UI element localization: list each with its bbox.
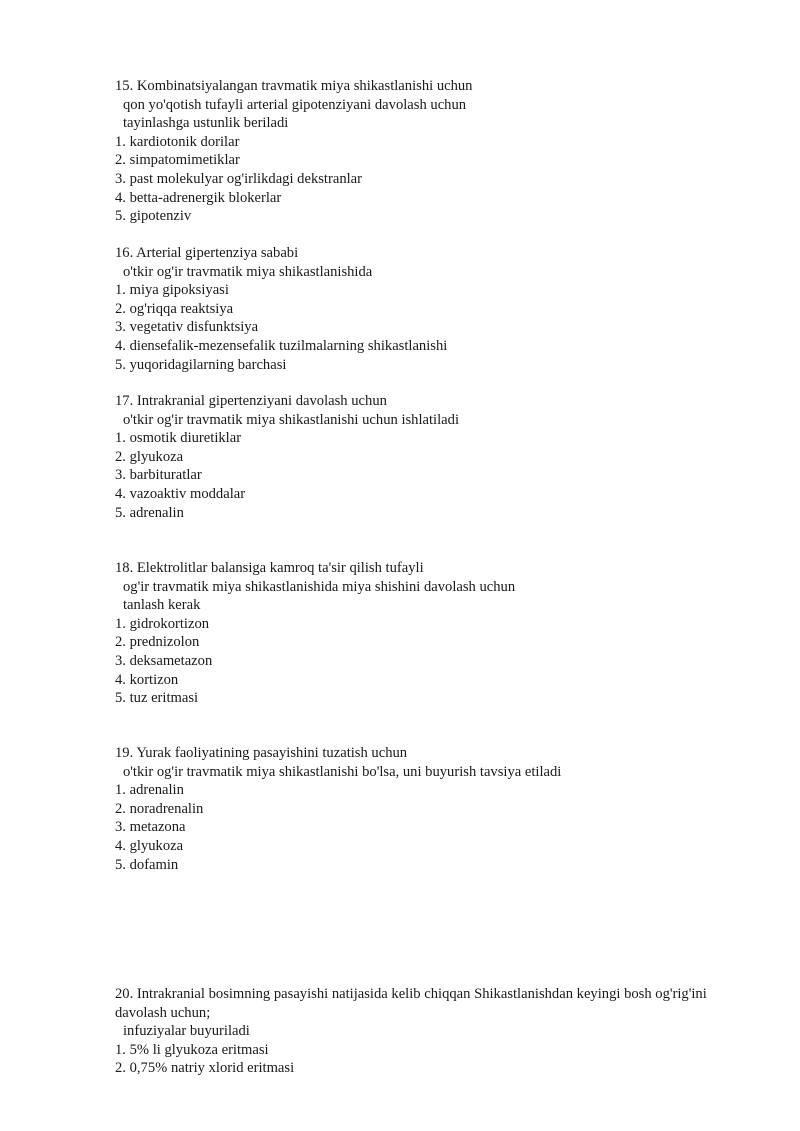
question-stem-line: 20. Intrakranial bosimning pasayishi natijasida kelib chiqqan Shikastlanishdan keyingi bosh og'rig'ini davolash uchun; bbox=[115, 986, 707, 1021]
question-stem-line: o'tkir og'ir travmatik miya shikastlanishida bbox=[123, 263, 373, 280]
answer-option: 3. past molekulyar og'irlikdagi dekstranlar bbox=[115, 170, 363, 187]
answer-option: 2. 0,75% natriy xlorid eritmasi bbox=[115, 1060, 295, 1077]
question-stem-line: tanlash kerak bbox=[123, 597, 201, 614]
answer-option: 4. diensefalik-mezensefalik tuzilmalarning shikastlanishi bbox=[115, 337, 448, 354]
answer-option: 3. barbituratlar bbox=[115, 467, 202, 484]
answer-option: 1. gidrokortizon bbox=[115, 615, 210, 632]
answer-option: 5. dofamin bbox=[115, 856, 179, 873]
answer-option: 3. vegetativ disfunktsiya bbox=[115, 319, 259, 336]
question-19 bbox=[115, 744, 725, 874]
question-stem-line: 15. Kombinatsiyalangan travmatik miya shikastlanishi uchun bbox=[115, 78, 473, 94]
question-18 bbox=[115, 559, 725, 708]
answer-option: 3. deksametazon bbox=[115, 652, 213, 669]
answer-option: 1. osmotik diuretiklar bbox=[115, 430, 242, 447]
question-stem-line: 16. Arterial gipertenziya sababi bbox=[115, 245, 299, 261]
question-stem-line: 18. Elektrolitlar balansiga kamroq ta'sir qilish tufayli bbox=[115, 560, 424, 576]
answer-option: 4. glyukoza bbox=[115, 837, 184, 854]
answer-option: 4. betta-adrenergik blokerlar bbox=[115, 189, 282, 206]
answer-option: 4. vazoaktiv moddalar bbox=[115, 485, 246, 502]
answer-option: 2. prednizolon bbox=[115, 634, 200, 651]
question-stem-line: infuziyalar buyuriladi bbox=[123, 1023, 250, 1040]
question-20 bbox=[115, 985, 715, 1078]
question-15 bbox=[115, 77, 725, 226]
answer-option: 5. tuz eritmasi bbox=[115, 690, 199, 707]
question-stem-line: og'ir travmatik miya shikastlanishida miya shishini davolash uchun bbox=[123, 578, 516, 595]
answer-option: 5. yuqoridagilarning barchasi bbox=[115, 356, 287, 373]
question-stem-line: qon yo'qotish tufayli arterial gipotenziyani davolash uchun bbox=[123, 96, 467, 113]
answer-option: 2. noradrenalin bbox=[115, 800, 204, 817]
answer-option: 2. simpatomimetiklar bbox=[115, 152, 240, 169]
answer-option: 4. kortizon bbox=[115, 671, 179, 688]
question-stem-line: o'tkir og'ir travmatik miya shikastlanishi uchun ishlatiladi bbox=[123, 411, 459, 428]
answer-option: 5. gipotenziv bbox=[115, 208, 192, 225]
question-stem-line: o'tkir og'ir travmatik miya shikastlanishi bo'lsa, uni buyurish tavsiya etiladi bbox=[123, 763, 562, 780]
question-stem-line: tayinlashga ustunlik beriladi bbox=[123, 115, 289, 132]
question-17 bbox=[115, 392, 725, 522]
answer-option: 1. adrenalin bbox=[115, 782, 184, 799]
answer-option: 5. adrenalin bbox=[115, 504, 184, 521]
question-16 bbox=[115, 244, 725, 374]
answer-option: 2. og'riqqa reaktsiya bbox=[115, 300, 234, 317]
answer-option: 1. 5% li glyukoza eritmasi bbox=[115, 1041, 269, 1058]
question-stem-line: 19. Yurak faoliyatining pasayishini tuzatish uchun bbox=[115, 745, 408, 761]
answer-option: 2. glyukoza bbox=[115, 448, 184, 465]
answer-option: 1. miya gipoksiyasi bbox=[115, 282, 229, 299]
question-stem-line: 17. Intrakranial gipertenziyani davolash uchun bbox=[115, 393, 387, 409]
answer-option: 3. metazona bbox=[115, 819, 186, 836]
answer-option: 1. kardiotonik dorilar bbox=[115, 133, 240, 150]
